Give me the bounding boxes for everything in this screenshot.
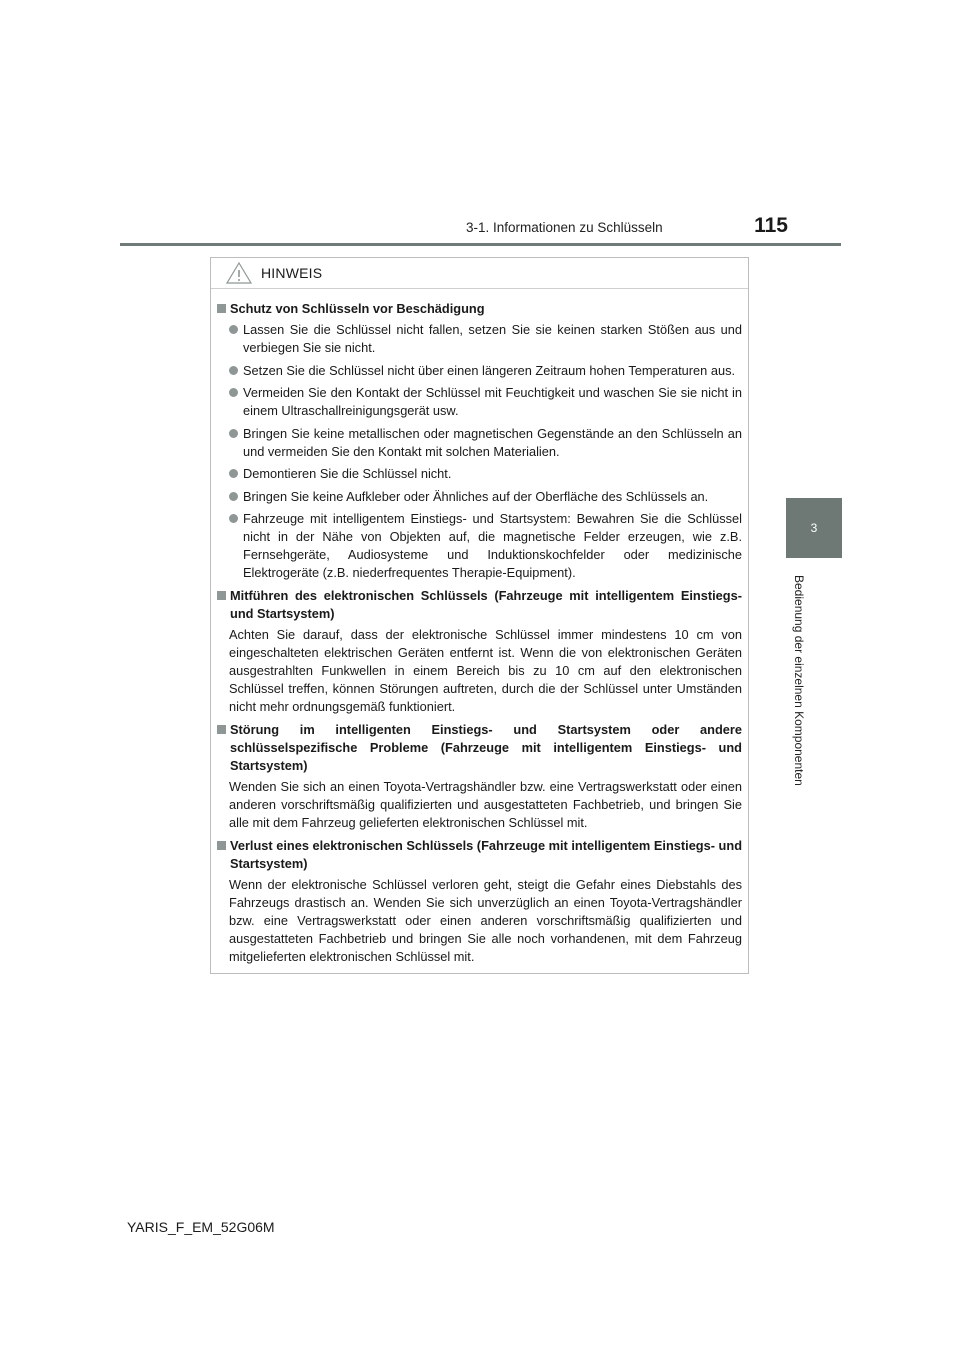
list-item-text: Bringen Sie keine Aufkleber oder Ähnliches auf der Oberfläche des Schlüssels an. (243, 488, 709, 504)
list-item (229, 362, 742, 380)
header-rule (120, 243, 841, 246)
list-item (229, 321, 742, 357)
section-heading (217, 587, 742, 623)
square-bullet (217, 841, 226, 850)
section-paragraph: Wenn der elektronische Schlüssel verloren geht, steigt die Gefahr eines Diebstahls des Fahrzeugs drastisch an. Wenden Sie sich unverzüglich an einen Toyota-Vertragshändler bzw. eine Vertragswerkstatt oder einen anderen vorschriftsmäßig qualifizierten und ausgestatteten Fachbetrieb und bringen Sie alle noch vorhandenen, mit dem Fahrzeug mitgelieferten elektronischen Schlüssel mit. (229, 876, 742, 964)
dot-bullet (229, 388, 238, 397)
list-item-text: Fahrzeuge mit intelligentem Einstiegs- und Startsystem: Bewahren Sie die Schlüssel nicht in der Nähe von Objekten auf, die magnetische Felder erzeugen, wie z.B. Fernsehgeräte, Audiosysteme und Induktionskochfelder oder medizinische Elektrogeräte (z.B. niederfrequentes Therapie-Equipment). (243, 511, 742, 580)
list-item (229, 465, 742, 483)
list-item-text: Demontieren Sie die Schlüssel nicht. (243, 466, 452, 481)
list-item (229, 510, 742, 582)
document-code: YARIS_F_EM_52G06M (127, 1219, 275, 1235)
section-heading (217, 721, 742, 775)
list-item-text: Lassen Sie die Schlüssel nicht fallen, setzen Sie sie keinen starken Stößen aus und verbiegen Sie sie nicht. (243, 322, 742, 355)
square-bullet (217, 725, 226, 734)
dot-bullet (229, 514, 238, 523)
list-item-text: Bringen Sie keine metallischen oder magnetischen Gegenstände an den Schlüsseln an und vermeiden Sie den Kontakt mit solchen Materialien. (243, 425, 742, 459)
notice-box (210, 257, 749, 974)
dot-bullet (229, 325, 238, 334)
notice-header (211, 258, 748, 289)
section-heading-text: Verlust eines elektronischen Schlüssels (Fahrzeuge mit intelligentem Einstiegs- und Startsystem) (230, 837, 743, 871)
dot-bullet (229, 366, 238, 375)
chapter-tab: 3 (786, 498, 842, 558)
list-item-text: Setzen Sie die Schlüssel nicht über einen längeren Zeitraum hohen Temperaturen aus. (243, 362, 736, 378)
dot-bullet (229, 429, 238, 438)
notice-title: HINWEIS (261, 265, 323, 281)
section-paragraph: Achten Sie darauf, dass der elektronische Schlüssel immer mindestens 10 cm von eingeschalteten elektrischen Geräten entfernt ist. Wenn die von elektronischen Geräten ausgestrahlten Funkwellen in einem Bereich bis zu 10 cm auf den elektronischen Schlüssel treffen, können Störungen auftreten, durch die der Schlüssel unter Umständen nicht mehr ordnungsgemäß funktioniert. (229, 626, 742, 714)
section-heading (217, 300, 742, 318)
square-bullet (217, 591, 226, 600)
list-item (229, 488, 742, 506)
chapter-label-text: Bedienung der einzelnen Komponenten (792, 574, 806, 786)
chapter-side-label (786, 564, 812, 796)
dot-bullet (229, 492, 238, 501)
page-number: 115 (754, 214, 788, 237)
square-bullet (217, 304, 226, 313)
warning-triangle-icon (225, 261, 253, 285)
list-item (229, 384, 742, 420)
section-title: 3-1. Informationen zu Schlüsseln (466, 220, 663, 235)
section-heading-text: Störung im intelligenten Einstiegs- und Startsystem oder andere schlüsselspezifische Probleme (Fahrzeuge mit intelligentem Einstiegs- und Startsystem) (230, 721, 742, 773)
list-item (229, 425, 742, 461)
bullet-list (217, 321, 742, 582)
dot-bullet (229, 469, 238, 478)
section-heading (217, 837, 742, 873)
section-heading-text: Mitführen des elektronischen Schlüssels (Fahrzeuge mit intelligentem Einstiegs- und Startsystem) (230, 587, 742, 621)
list-item-text: Vermeiden Sie den Kontakt der Schlüssel mit Feuchtigkeit und waschen Sie sie nicht in einem Ultraschallreinigungsgerät usw. (243, 385, 742, 418)
section-heading-text: Schutz von Schlüsseln vor Beschädigung (230, 301, 485, 316)
section-paragraph: Wenden Sie sich an einen Toyota-Vertragshändler bzw. eine Vertragswerkstatt oder einen anderen vorschriftsmäßig qualifizierten und ausgestatteten Fachbetrieb, und bringen Sie alle mit dem Fahrzeug gelieferten elektronischen Schlüssel mit. (229, 778, 742, 830)
notice-body (211, 289, 748, 966)
